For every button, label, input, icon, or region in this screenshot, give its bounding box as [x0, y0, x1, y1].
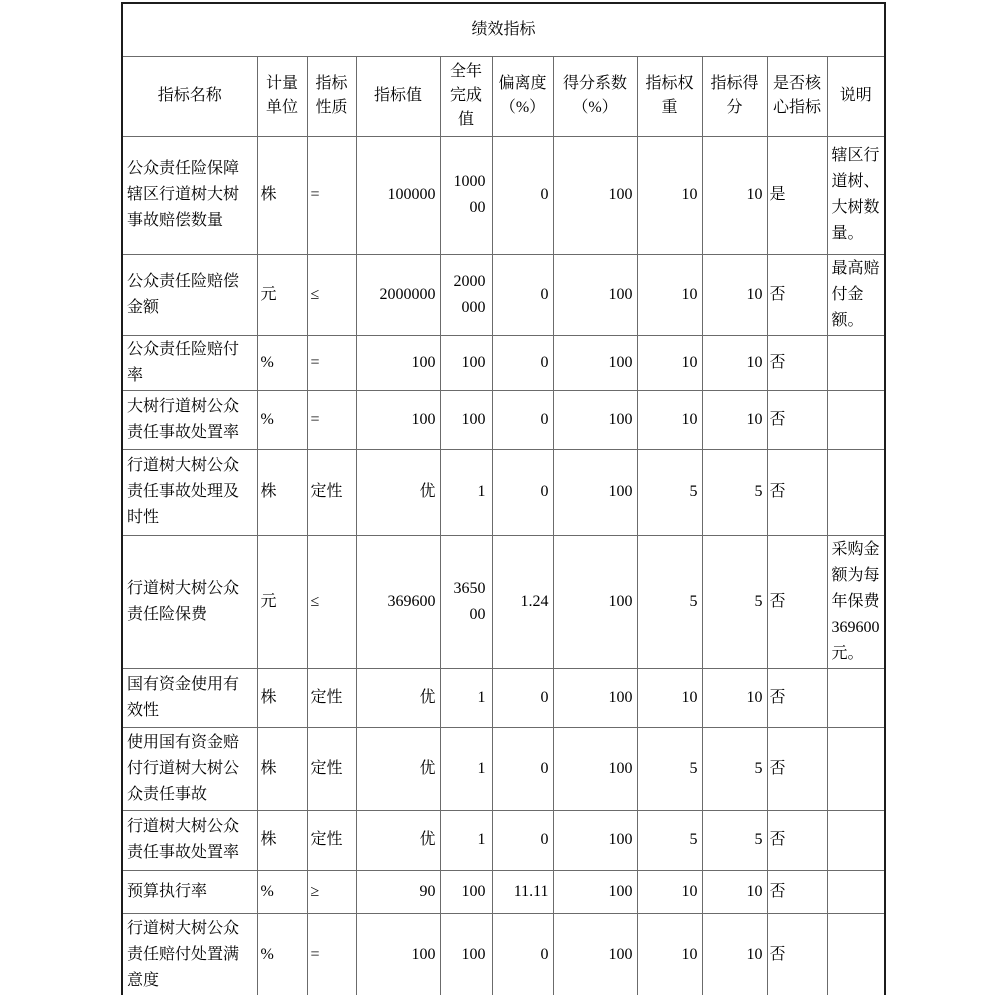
cell-is-core: 否 [767, 254, 827, 335]
cell-weight: 10 [637, 335, 702, 390]
cell-score: 5 [702, 810, 767, 870]
cell-score: 10 [702, 390, 767, 449]
table-row [122, 136, 885, 254]
cell-is-core: 否 [767, 668, 827, 727]
cell-name: 行道树大树公众责任事故处置率 [122, 810, 257, 870]
cell-nature: ≤ [307, 535, 356, 668]
cell-target-value: 2000000 [356, 254, 440, 335]
cell-target-value: 100 [356, 390, 440, 449]
cell-deviation-pct: 1.24 [492, 535, 553, 668]
cell-nature: 定性 [307, 449, 356, 535]
cell-score-coefficient-pct: 100 [553, 335, 637, 390]
cell-deviation-pct: 0 [492, 335, 553, 390]
cell-deviation-pct: 0 [492, 136, 553, 254]
cell-weight: 5 [637, 727, 702, 810]
cell-deviation-pct: 0 [492, 390, 553, 449]
cell-target-value: 优 [356, 810, 440, 870]
cell-name: 预算执行率 [122, 870, 257, 913]
cell-nature: = [307, 335, 356, 390]
cell-name: 国有资金使用有效性 [122, 668, 257, 727]
cell-score: 10 [702, 136, 767, 254]
cell-name: 公众责任险赔偿金额 [122, 254, 257, 335]
cell-unit: 株 [257, 810, 307, 870]
col-header-score: 指标得分 [702, 56, 767, 136]
cell-nature: = [307, 390, 356, 449]
cell-target-value: 优 [356, 668, 440, 727]
col-header-is-core: 是否核心指标 [767, 56, 827, 136]
table-row [122, 335, 885, 390]
cell-weight: 10 [637, 913, 702, 995]
cell-nature: 定性 [307, 810, 356, 870]
cell-score-coefficient-pct: 100 [553, 668, 637, 727]
cell-nature: 定性 [307, 727, 356, 810]
cell-note [827, 727, 885, 810]
cell-score-coefficient-pct: 100 [553, 390, 637, 449]
cell-deviation-pct: 0 [492, 668, 553, 727]
cell-score-coefficient-pct: 100 [553, 449, 637, 535]
cell-target-value: 100 [356, 913, 440, 995]
cell-unit: % [257, 335, 307, 390]
cell-name: 使用国有资金赔付行道树大树公众责任事故 [122, 727, 257, 810]
cell-note [827, 810, 885, 870]
cell-annual-value: 1 [440, 668, 492, 727]
cell-annual-value: 2000000 [440, 254, 492, 335]
cell-deviation-pct: 0 [492, 913, 553, 995]
col-header-nature: 指标性质 [307, 56, 356, 136]
cell-note: 最高赔付金额。 [827, 254, 885, 335]
cell-score: 5 [702, 535, 767, 668]
cell-score-coefficient-pct: 100 [553, 727, 637, 810]
cell-note [827, 335, 885, 390]
cell-note [827, 668, 885, 727]
col-header-weight: 指标权重 [637, 56, 702, 136]
cell-name: 行道树大树公众责任赔付处置满意度 [122, 913, 257, 995]
cell-annual-value: 100 [440, 390, 492, 449]
cell-annual-value: 100 [440, 870, 492, 913]
cell-unit: % [257, 390, 307, 449]
cell-note [827, 870, 885, 913]
cell-unit: 株 [257, 727, 307, 810]
cell-nature: 定性 [307, 668, 356, 727]
cell-nature: ≤ [307, 254, 356, 335]
cell-deviation-pct: 0 [492, 449, 553, 535]
cell-nature: = [307, 136, 356, 254]
cell-annual-value: 100 [440, 335, 492, 390]
cell-name: 公众责任险保障辖区行道树大树事故赔偿数量 [122, 136, 257, 254]
cell-deviation-pct: 0 [492, 810, 553, 870]
cell-score: 5 [702, 727, 767, 810]
cell-name: 行道树大树公众责任事故处理及时性 [122, 449, 257, 535]
cell-unit: 株 [257, 136, 307, 254]
table-row [122, 913, 885, 995]
cell-unit: 株 [257, 668, 307, 727]
table-row [122, 810, 885, 870]
cell-score-coefficient-pct: 100 [553, 810, 637, 870]
cell-unit: % [257, 913, 307, 995]
cell-weight: 5 [637, 810, 702, 870]
col-header-target-value: 指标值 [356, 56, 440, 136]
cell-weight: 10 [637, 254, 702, 335]
cell-note [827, 390, 885, 449]
cell-weight: 10 [637, 668, 702, 727]
cell-score: 10 [702, 668, 767, 727]
cell-is-core: 否 [767, 810, 827, 870]
table-body [122, 136, 885, 995]
cell-score: 5 [702, 449, 767, 535]
cell-score-coefficient-pct: 100 [553, 136, 637, 254]
table-title-row [122, 3, 885, 56]
cell-weight: 5 [637, 535, 702, 668]
cell-is-core: 否 [767, 390, 827, 449]
cell-score: 10 [702, 254, 767, 335]
cell-score: 10 [702, 870, 767, 913]
cell-nature: ≥ [307, 870, 356, 913]
cell-score: 10 [702, 913, 767, 995]
cell-target-value: 优 [356, 727, 440, 810]
cell-weight: 10 [637, 870, 702, 913]
col-header-indicator-name: 指标名称 [122, 56, 257, 136]
cell-unit: 元 [257, 254, 307, 335]
cell-is-core: 否 [767, 449, 827, 535]
table-title: 绩效指标 [122, 3, 885, 56]
cell-score-coefficient-pct: 100 [553, 913, 637, 995]
cell-is-core: 是 [767, 136, 827, 254]
cell-unit: 株 [257, 449, 307, 535]
cell-note: 辖区行道树、大树数量。 [827, 136, 885, 254]
table-row [122, 668, 885, 727]
table-row [122, 254, 885, 335]
cell-is-core: 否 [767, 335, 827, 390]
col-header-deviation: 偏离度（%） [492, 56, 553, 136]
cell-unit: % [257, 870, 307, 913]
cell-weight: 10 [637, 136, 702, 254]
table-row [122, 449, 885, 535]
cell-target-value: 100 [356, 335, 440, 390]
cell-weight: 10 [637, 390, 702, 449]
cell-nature: = [307, 913, 356, 995]
table-row [122, 727, 885, 810]
cell-is-core: 否 [767, 870, 827, 913]
cell-note: 采购金额为每年保费369600元。 [827, 535, 885, 668]
cell-name: 行道树大树公众责任险保费 [122, 535, 257, 668]
table-row [122, 390, 885, 449]
cell-note [827, 449, 885, 535]
col-header-note: 说明 [827, 56, 885, 136]
table-row [122, 870, 885, 913]
table-row [122, 535, 885, 668]
cell-name: 公众责任险赔付率 [122, 335, 257, 390]
cell-annual-value: 365000 [440, 535, 492, 668]
cell-deviation-pct: 11.11 [492, 870, 553, 913]
cell-is-core: 否 [767, 913, 827, 995]
col-header-annual-value: 全年完成值 [440, 56, 492, 136]
cell-is-core: 否 [767, 535, 827, 668]
cell-target-value: 90 [356, 870, 440, 913]
cell-score-coefficient-pct: 100 [553, 254, 637, 335]
col-header-unit: 计量单位 [257, 56, 307, 136]
cell-weight: 5 [637, 449, 702, 535]
col-header-score-coefficient: 得分系数（%） [553, 56, 637, 136]
cell-target-value: 优 [356, 449, 440, 535]
cell-annual-value: 1 [440, 449, 492, 535]
cell-is-core: 否 [767, 727, 827, 810]
cell-target-value: 369600 [356, 535, 440, 668]
cell-annual-value: 100000 [440, 136, 492, 254]
cell-score: 10 [702, 335, 767, 390]
cell-deviation-pct: 0 [492, 254, 553, 335]
cell-target-value: 100000 [356, 136, 440, 254]
cell-annual-value: 100 [440, 913, 492, 995]
cell-annual-value: 1 [440, 810, 492, 870]
cell-deviation-pct: 0 [492, 727, 553, 810]
cell-score-coefficient-pct: 100 [553, 535, 637, 668]
table-header-row [122, 56, 885, 136]
cell-note [827, 913, 885, 995]
cell-name: 大树行道树公众责任事故处置率 [122, 390, 257, 449]
cell-annual-value: 1 [440, 727, 492, 810]
cell-unit: 元 [257, 535, 307, 668]
cell-score-coefficient-pct: 100 [553, 870, 637, 913]
performance-indicator-table [121, 2, 886, 995]
